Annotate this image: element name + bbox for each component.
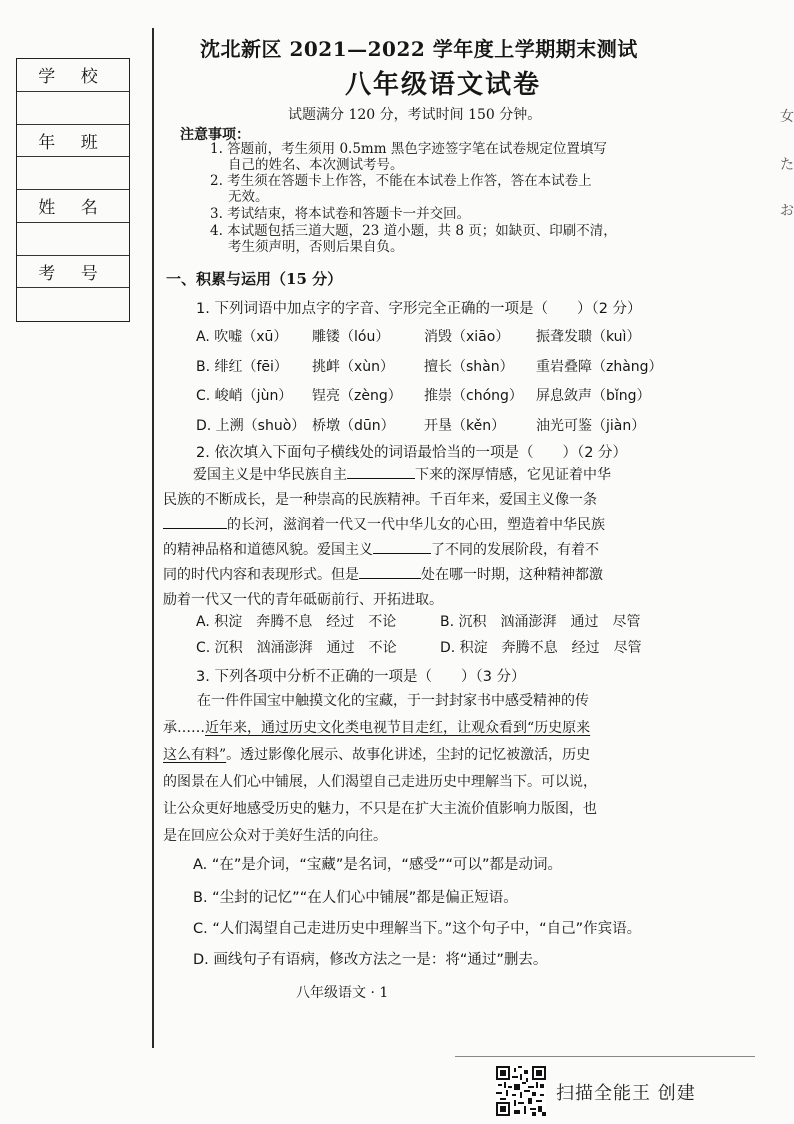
q1-word: 屏息敛声（bǐng） <box>536 388 651 404</box>
qr-code-icon <box>496 1066 546 1116</box>
divider <box>455 1056 755 1057</box>
section-heading: 一、积累与运用（15 分） <box>166 270 343 288</box>
info-name-label: 姓 名 <box>17 190 129 223</box>
underlined-sentence: 这么有料” <box>163 747 227 763</box>
notice-line: 2. 考生须在答题卡上作答，不能在本试卷上作答，答在本试卷上 <box>210 173 592 189</box>
answer-blank[interactable] <box>359 564 421 579</box>
bleed-char: た <box>780 157 794 173</box>
q2-choice: C. 沉积 汹涌澎湃 通过 不论 <box>196 640 397 656</box>
text: 的精神品格和道德风貌。爱国主义 <box>163 542 373 558</box>
q1-word: 振聋发聩（kuì） <box>536 329 641 345</box>
notice-item <box>210 173 670 205</box>
passage-line <box>163 715 663 742</box>
q1-word: D. 上溯（shuò） <box>196 418 306 434</box>
question-2-stem: 2. 依次填入下面句子横线处的词语最恰当的一项是（ ）（2 分） <box>196 445 628 461</box>
notice-line: 4. 本试题包括三道大题，23 道小题，共 8 页；如缺页、印刷不清， <box>210 223 617 239</box>
notice-heading: 注意事项： <box>180 127 250 143</box>
info-school-label: 学 校 <box>17 59 129 92</box>
info-class-field[interactable] <box>17 157 129 190</box>
passage-line: 的图景在人们心中铺展，人们渴望自己走进历史中理解当下。可以说， <box>163 774 597 790</box>
notice-line: 1. 答题前，考生须用 0.5mm 黑色字迹签字笔在试卷规定位置填写 <box>210 141 607 157</box>
q1-word: 擅长（shàn） <box>424 359 514 375</box>
q2-passage <box>163 463 663 613</box>
passage-line: 是在回应公众对于美好生活的向往。 <box>163 828 387 844</box>
q1-word: C. 峻峭（jùn） <box>196 388 293 404</box>
notice-item <box>210 206 670 222</box>
info-name-field[interactable] <box>17 223 129 256</box>
scanner-watermark: 扫描全能王 创建 <box>556 1083 696 1104</box>
passage-line: 在一件件国宝中触摸文化的宝藏，于一封封家书中感受精神的传 <box>197 693 589 709</box>
notice-line: 自己的姓名、本次测试考号。 <box>228 157 404 173</box>
exam-meta: 试题满分 120 分，考试时间 150 分钟。 <box>288 107 542 123</box>
text: 。透过影像化展示、故事化讲述，尘封的记忆被激活，历史 <box>226 747 591 763</box>
q3-option: C. “人们渴望自己走进历史中理解当下。”这个句子中，“自己”作宾语。 <box>193 921 642 937</box>
q1-word: 消毁（xiāo） <box>424 329 510 345</box>
answer-blank[interactable] <box>347 464 415 479</box>
q3-option: D. 画线句子有语病，修改方法之一是：将“通过”删去。 <box>193 952 548 968</box>
q2-choice: D. 积淀 奔腾不息 经过 尽管 <box>440 640 642 656</box>
notice-line: 3. 考试结束，将本试卷和答题卡一并交回。 <box>210 206 471 222</box>
notice-line: 考生须声明，否则后果自负。 <box>228 239 404 255</box>
passage-line: 民族的不断成长，是一种崇高的民族精神。千百年来，爱国主义像一条 <box>163 492 597 508</box>
q1-word: 桥墩（dūn） <box>312 418 395 434</box>
underlined-sentence: 近年来，通过历史文化类电视节目走红，让观众看到“历史原来 <box>205 720 591 736</box>
info-id-field[interactable] <box>17 288 129 321</box>
info-class-label: 年 班 <box>17 125 129 158</box>
q2-choice: B. 沉积 汹涌澎湃 通过 尽管 <box>440 614 641 630</box>
text: 同的时代内容和表现形式。但是 <box>163 567 359 583</box>
passage-line <box>163 563 663 588</box>
info-id-label: 考 号 <box>17 256 129 289</box>
student-info-box <box>16 58 130 322</box>
q1-word: 油光可鉴（jiàn） <box>536 418 646 434</box>
exam-subtitle: 八年级语文试卷 <box>345 70 542 100</box>
bleed-char: 女 <box>780 109 794 125</box>
q1-word: 挑衅（xùn） <box>312 359 395 375</box>
text: 了不同的发展阶段，有着不 <box>431 542 599 558</box>
exam-title: 沈北新区 2021—2022 学年度上学期期末测试 <box>200 37 638 61</box>
q1-word: 重岩叠障（zhàng） <box>536 359 663 375</box>
text: 下来的深厚情感，它见证着中华 <box>415 467 611 483</box>
question-3-stem: 3. 下列各项中分析不正确的一项是（ ）（3 分） <box>196 669 526 685</box>
text: 处在哪一时期，这种精神都激 <box>421 567 603 583</box>
q1-word: 锃亮（zèng） <box>312 388 402 404</box>
q1-word: 开垦（kěn） <box>424 418 506 434</box>
q1-word: 雕镂（lóu） <box>312 329 390 345</box>
q1-word: A. 吹嘘（xū） <box>196 329 288 345</box>
q1-word: 推崇（chóng） <box>424 388 523 404</box>
answer-blank[interactable] <box>373 539 431 554</box>
passage-line: 励着一代又一代的青年砥砺前行、开拓进取。 <box>163 592 443 608</box>
page-footer: 八年级语文 · 1 <box>296 985 389 1001</box>
notice-item <box>210 141 670 173</box>
notice-line: 无效。 <box>228 189 269 205</box>
text: 的长河，滋润着一代又一代中华儿女的心田，塑造着中华民族 <box>227 517 605 533</box>
passage-line <box>163 513 663 538</box>
q3-option: B. “尘封的记忆”“在人们心中铺展”都是偏正短语。 <box>193 890 518 906</box>
info-school-field[interactable] <box>17 92 129 125</box>
passage-line: 让公众更好地感受历史的魅力，不只是在扩大主流价值影响力版图，也 <box>163 801 597 817</box>
bleed-char: お <box>780 203 794 219</box>
text: 承…… <box>163 720 205 736</box>
passage-line <box>163 538 663 563</box>
passage-line <box>163 742 663 769</box>
question-1-stem: 1. 下列词语中加点字的字音、字形完全正确的一项是（ ）（2 分） <box>196 301 642 317</box>
text: 爱国主义是中华民族自主 <box>193 467 347 483</box>
margin-rule <box>152 28 154 1048</box>
answer-blank[interactable] <box>163 514 227 529</box>
q3-option: A. “在”是介词，“宝藏”是名词，“感受”“可以”都是动词。 <box>193 857 562 873</box>
passage-line <box>163 463 663 488</box>
notice-item <box>210 223 670 255</box>
q1-word: B. 绯红（fēi） <box>196 359 288 375</box>
q3-passage <box>163 688 663 850</box>
q2-choice: A. 积淀 奔腾不息 经过 不论 <box>196 614 397 630</box>
